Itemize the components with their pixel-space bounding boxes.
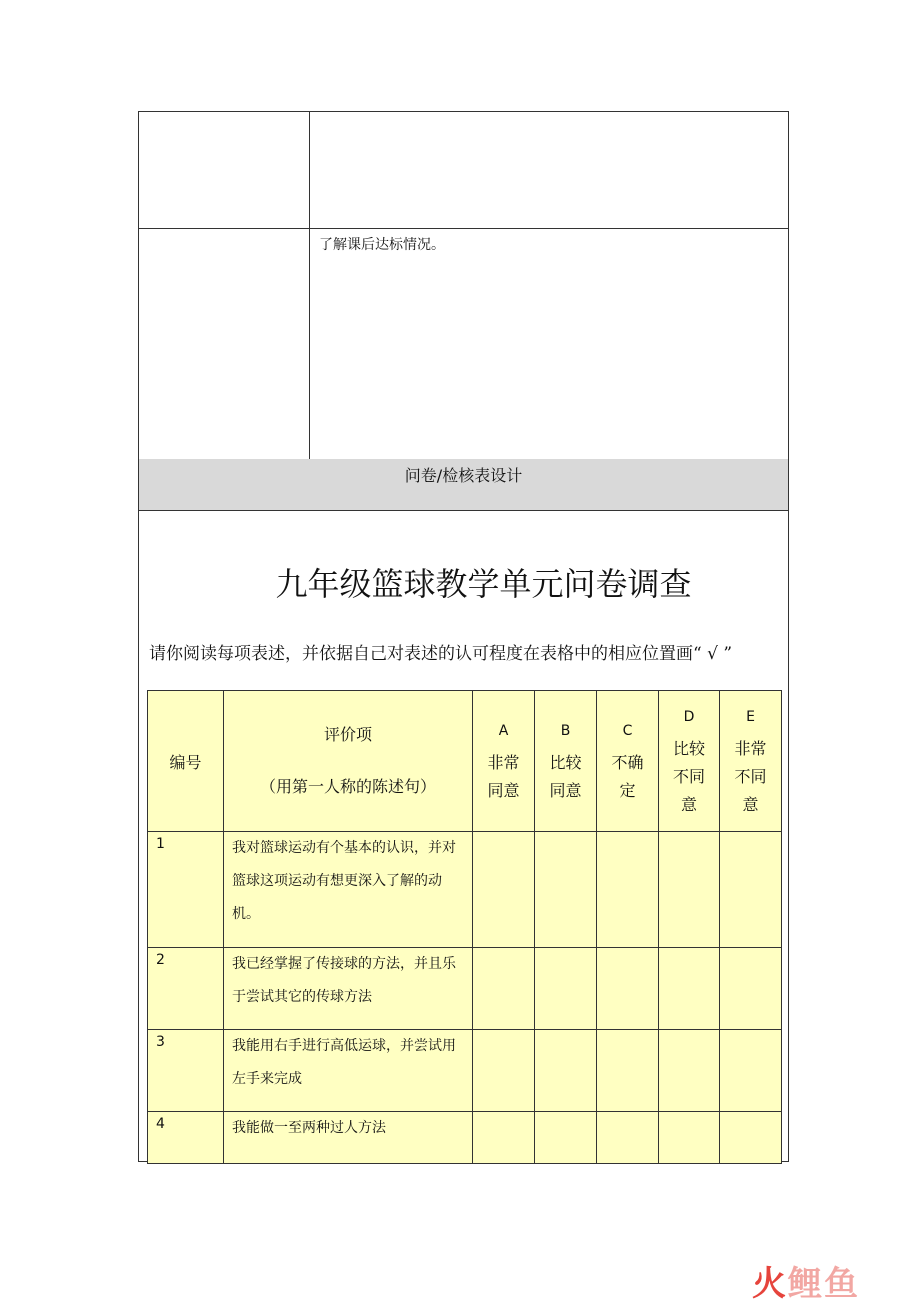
- answer-cell-a[interactable]: [473, 1030, 535, 1112]
- watermark-first: 火: [752, 1264, 788, 1304]
- column-divider: [309, 112, 310, 459]
- header-option-a: [473, 691, 535, 832]
- table-row: [148, 948, 782, 1030]
- answer-cell-c[interactable]: [597, 948, 659, 1030]
- table-row: [148, 1030, 782, 1112]
- header-option-d: [659, 691, 720, 832]
- row-statement: 我已经掌握了传接球的方法，并且乐于尝试其它的传球方法: [224, 948, 473, 1030]
- table-row: [148, 832, 782, 948]
- goal-row: [139, 228, 788, 460]
- answer-cell-d[interactable]: [659, 832, 720, 948]
- survey-table: [147, 690, 782, 1164]
- row-number: 1: [148, 832, 224, 948]
- option-desc: 非常同意: [487, 753, 520, 800]
- answer-cell-c[interactable]: [597, 832, 659, 948]
- option-letter: B: [560, 723, 571, 739]
- answer-cell-b[interactable]: [535, 1112, 597, 1164]
- header-number: 编号: [148, 691, 224, 832]
- answer-cell-a[interactable]: [473, 948, 535, 1030]
- row-statement: 我能用右手进行高低运球，并尝试用左手来完成: [224, 1030, 473, 1112]
- answer-cell-c[interactable]: [597, 1030, 659, 1112]
- header-item: [224, 691, 473, 832]
- option-desc: 比较不同意: [672, 739, 705, 814]
- header-option-b: [535, 691, 597, 832]
- goal-text: 了解课后达标情况。: [319, 237, 445, 253]
- answer-cell-e[interactable]: [720, 832, 782, 948]
- answer-cell-e[interactable]: [720, 948, 782, 1030]
- document-table-frame: [138, 111, 789, 1162]
- option-letter: C: [622, 723, 633, 739]
- row-number: 4: [148, 1112, 224, 1164]
- answer-cell-a[interactable]: [473, 832, 535, 948]
- answer-cell-e[interactable]: [720, 1112, 782, 1164]
- section-heading: [139, 459, 788, 511]
- blank-row: [139, 112, 788, 229]
- header-option-c: [597, 691, 659, 832]
- survey-title: 九年级篮球教学单元问卷调查: [275, 565, 692, 603]
- watermark-rest: 鲤鱼: [788, 1264, 860, 1304]
- answer-cell-d[interactable]: [659, 1112, 720, 1164]
- header-option-e: [720, 691, 782, 832]
- row-number: 2: [148, 948, 224, 1030]
- survey-header-row: [148, 691, 782, 832]
- table-row: [148, 1112, 782, 1164]
- option-letter: A: [498, 723, 509, 739]
- row-statement: 我对篮球运动有个基本的认识，并对篮球这项运动有想更深入了解的动机。: [224, 832, 473, 948]
- answer-cell-c[interactable]: [597, 1112, 659, 1164]
- answer-cell-b[interactable]: [535, 948, 597, 1030]
- answer-cell-e[interactable]: [720, 1030, 782, 1112]
- answer-cell-a[interactable]: [473, 1112, 535, 1164]
- header-item-label: 评价项: [323, 725, 372, 744]
- section-heading-text: 问卷/检核表设计: [404, 466, 523, 485]
- answer-cell-d[interactable]: [659, 948, 720, 1030]
- option-desc: 非常不同意: [734, 739, 767, 814]
- survey-instruction: 请你阅读每项表述，并依据自己对表述的认可程度在表格中的相应位置画“ √ ”: [149, 644, 733, 664]
- answer-cell-b[interactable]: [535, 1030, 597, 1112]
- option-desc: 比较同意: [549, 753, 582, 800]
- answer-cell-b[interactable]: [535, 832, 597, 948]
- answer-cell-d[interactable]: [659, 1030, 720, 1112]
- option-letter: E: [746, 709, 755, 725]
- row-number: 3: [148, 1030, 224, 1112]
- option-letter: D: [683, 709, 695, 725]
- header-item-sub: （用第一人称的陈述句）: [259, 777, 436, 796]
- option-desc: 不确定: [611, 753, 644, 800]
- watermark-logo: [752, 1256, 860, 1305]
- row-statement: 我能做一至两种过人方法: [224, 1112, 473, 1164]
